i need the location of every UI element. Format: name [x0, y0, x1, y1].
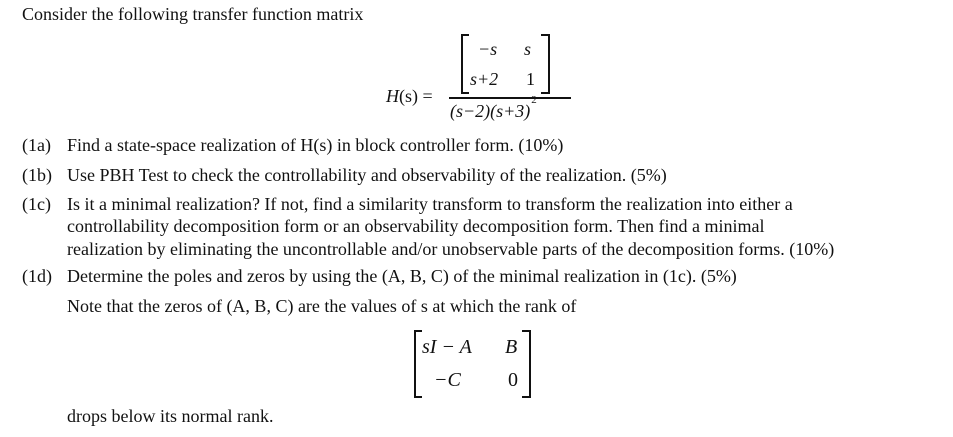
- numerator-entry-r2c1: s+2: [470, 69, 499, 89]
- fraction-bar: [449, 97, 571, 99]
- part-1c-text-line-3: realization by eliminating the uncontrollable and/or unobservable parts of the decomposition forms. (10%): [67, 239, 835, 259]
- numerator-entry-r1c1: −s: [478, 39, 498, 59]
- denominator-exponent: 2: [531, 94, 537, 106]
- equals-sign: =: [422, 86, 433, 106]
- numerator-entry-r1c2: s: [524, 39, 532, 59]
- rank-matrix-entry-r1c2: B: [505, 336, 518, 358]
- rank-matrix-entry-r1c1: sI − A: [422, 336, 472, 358]
- rank-matrix-entry-r2c1: −C: [434, 369, 461, 391]
- part-1d-label: (1d): [22, 266, 52, 286]
- transfer-function-argument: (s): [399, 86, 418, 106]
- transfer-function-symbol: H: [386, 86, 399, 106]
- numerator-entry-r2c2: 1: [526, 69, 535, 89]
- part-1c-text-line-2: controllability decomposition form or an observability decomposition form. Then find a minimal: [67, 216, 765, 236]
- intro-text: Consider the following transfer function matrix: [22, 4, 364, 24]
- part-1a-text: Find a state-space realization of H(s) in block controller form. (10%): [67, 135, 564, 155]
- part-1b-text: Use PBH Test to check the controllability and observability of the realization. (5%): [67, 165, 667, 185]
- closing-text: drops below its normal rank.: [67, 406, 274, 426]
- part-1d-text: Determine the poles and zeros by using the (A, B, C) of the minimal realization in (1c). (5%): [67, 266, 737, 286]
- part-1a-label: (1a): [22, 135, 51, 155]
- transfer-function-lhs: [386, 87, 433, 105]
- note-text: Note that the zeros of (A, B, C) are the values of s at which the rank of: [67, 296, 577, 316]
- part-1b-label: (1b): [22, 165, 52, 185]
- denominator-base: (s−2)(s+3): [450, 101, 531, 121]
- part-1c-label: (1c): [22, 194, 51, 214]
- part-1c-text-line-1: Is it a minimal realization? If not, find a similarity transform to transform the realization into either a: [67, 194, 793, 214]
- rank-matrix-entry-r2c2: 0: [508, 369, 518, 391]
- denominator: [450, 94, 537, 121]
